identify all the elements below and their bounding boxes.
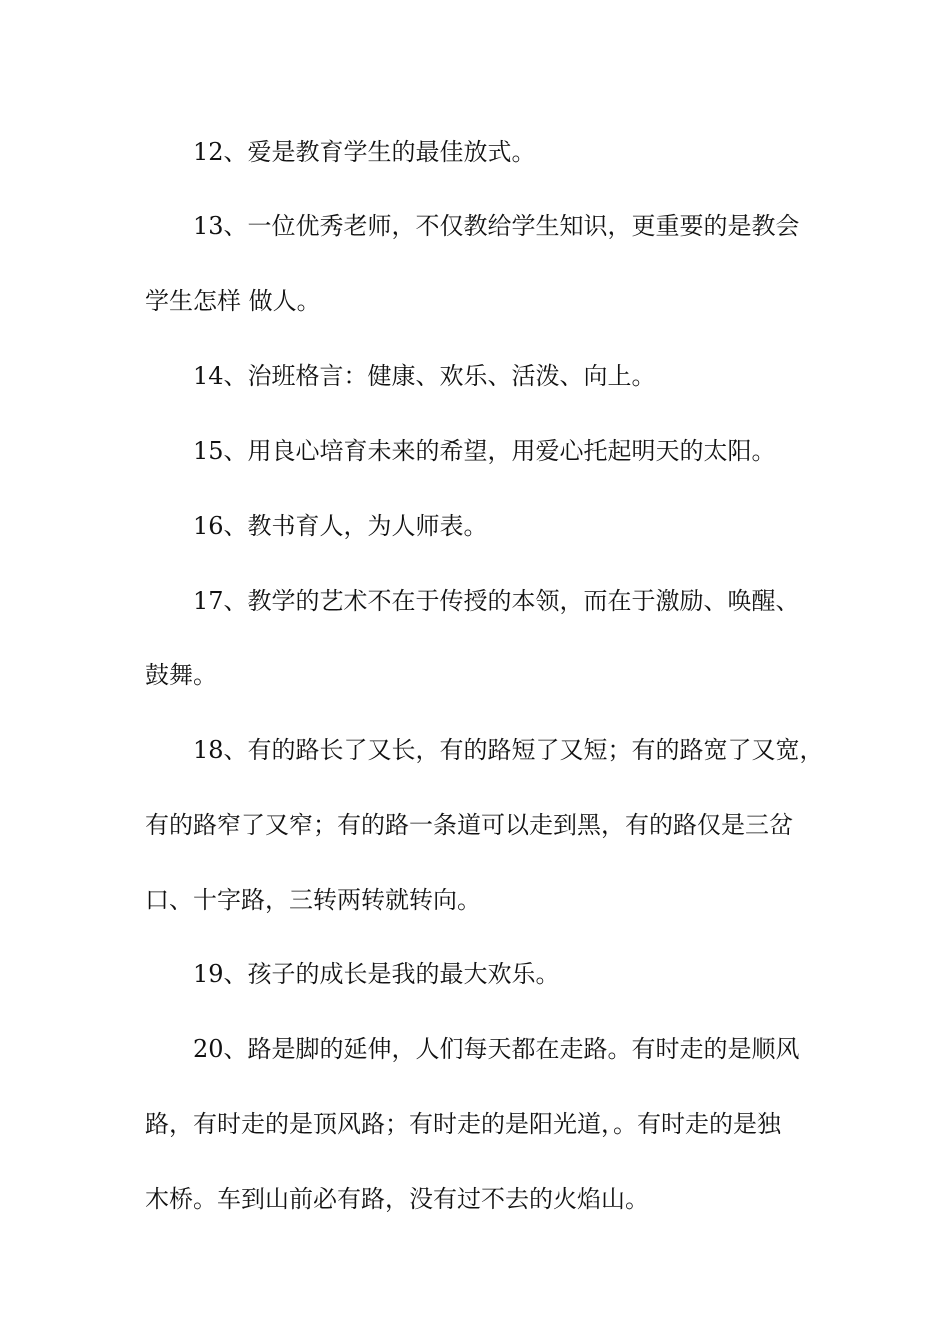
item-17-line-2: 鼓舞。 — [145, 661, 217, 689]
item-16-line-1: 16、教书育人，为人师表。 — [193, 512, 488, 540]
item-18-line-3: 口、十字路，三转两转就转向。 — [145, 886, 481, 914]
item-20-line-3: 木桥。车到山前必有路，没有过不去的火焰山。 — [145, 1185, 649, 1213]
item-17-line-1: 17、教学的艺术不在于传授的本领，而在于激励、唤醒、 — [193, 587, 800, 615]
item-20-line-1: 20、路是脚的延伸，人们每天都在走路。有时走的是顺风 — [193, 1035, 800, 1063]
item-14-line-1: 14、治班格言：健康、欢乐、活泼、向上。 — [193, 362, 656, 390]
item-13-line-2: 学生怎样 做人。 — [145, 287, 321, 315]
item-18-line-2: 有的路窄了又窄；有的路一条道可以走到黑，有的路仅是三岔 — [145, 811, 793, 839]
item-12-line-1: 12、爱是教育学生的最佳放式。 — [193, 138, 536, 166]
item-20-line-2: 路，有时走的是顶风路；有时走的是阳光道，。有时走的是独 — [145, 1110, 781, 1138]
item-13-line-1: 13、一位优秀老师，不仅教给学生知识，更重要的是教会 — [193, 212, 800, 240]
item-15-line-1: 15、用良心培育未来的希望，用爱心托起明天的太阳。 — [193, 437, 776, 465]
item-18-line-1: 18、有的路长了又长，有的路短了又短；有的路宽了又宽， — [193, 736, 824, 764]
item-19-line-1: 19、孩子的成长是我的最大欢乐。 — [193, 960, 560, 988]
